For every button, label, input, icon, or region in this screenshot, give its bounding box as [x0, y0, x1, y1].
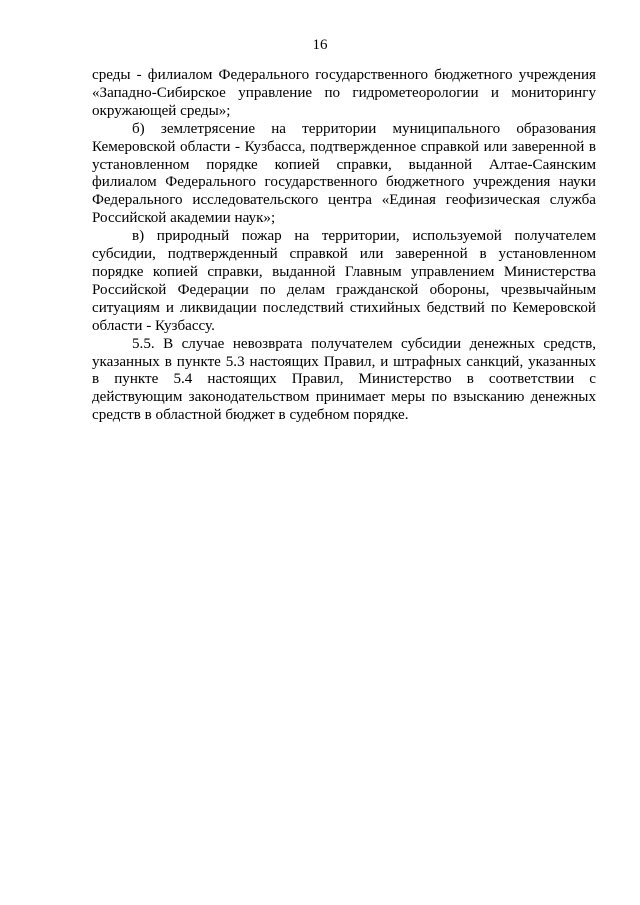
paragraph-5-5: 5.5. В случае невозврата получателем субсидии денежных средств, указанных в пункте 5.3 настоящих Правил, и штрафных санкций, указанных в пункте 5.4 настоящих Правил, Министерство в соответствии с действующим законодательством принимает меры по взысканию денежных средств в областной бюджет в судебном порядке. [92, 335, 596, 424]
page-number: 16 [312, 37, 328, 53]
paragraph-item-v: в) природный пожар на территории, используемой получателем субсидии, подтвержденный справкой или заверенной в установленном порядке копией справки, выданной Главным управлением Министерства Российской Федерации по делам гражданской обороны, чрезвычайным ситуациям и ликвидации последствий стихийных бедствий по Кемеровской области - Кузбассу. [92, 228, 596, 334]
paragraph-continuation: среды - филиалом Федерального государственного бюджетного учреждения «Западно-Сибирское управление по гидрометеорологии и мониторингу окружающей среды»; [92, 67, 596, 119]
document-body [92, 67, 596, 425]
paragraph-item-b: б) землетрясение на территории муниципального образования Кемеровской области - Кузбасса, подтвержденное справкой или заверенной в установленном порядке копией справки, выданной Алтае-Саянским филиалом Федерального государственного бюджетного учреждения науки Федерального исследовательского центра «Единая геофизическая служба Российской академии наук»; [92, 120, 596, 227]
